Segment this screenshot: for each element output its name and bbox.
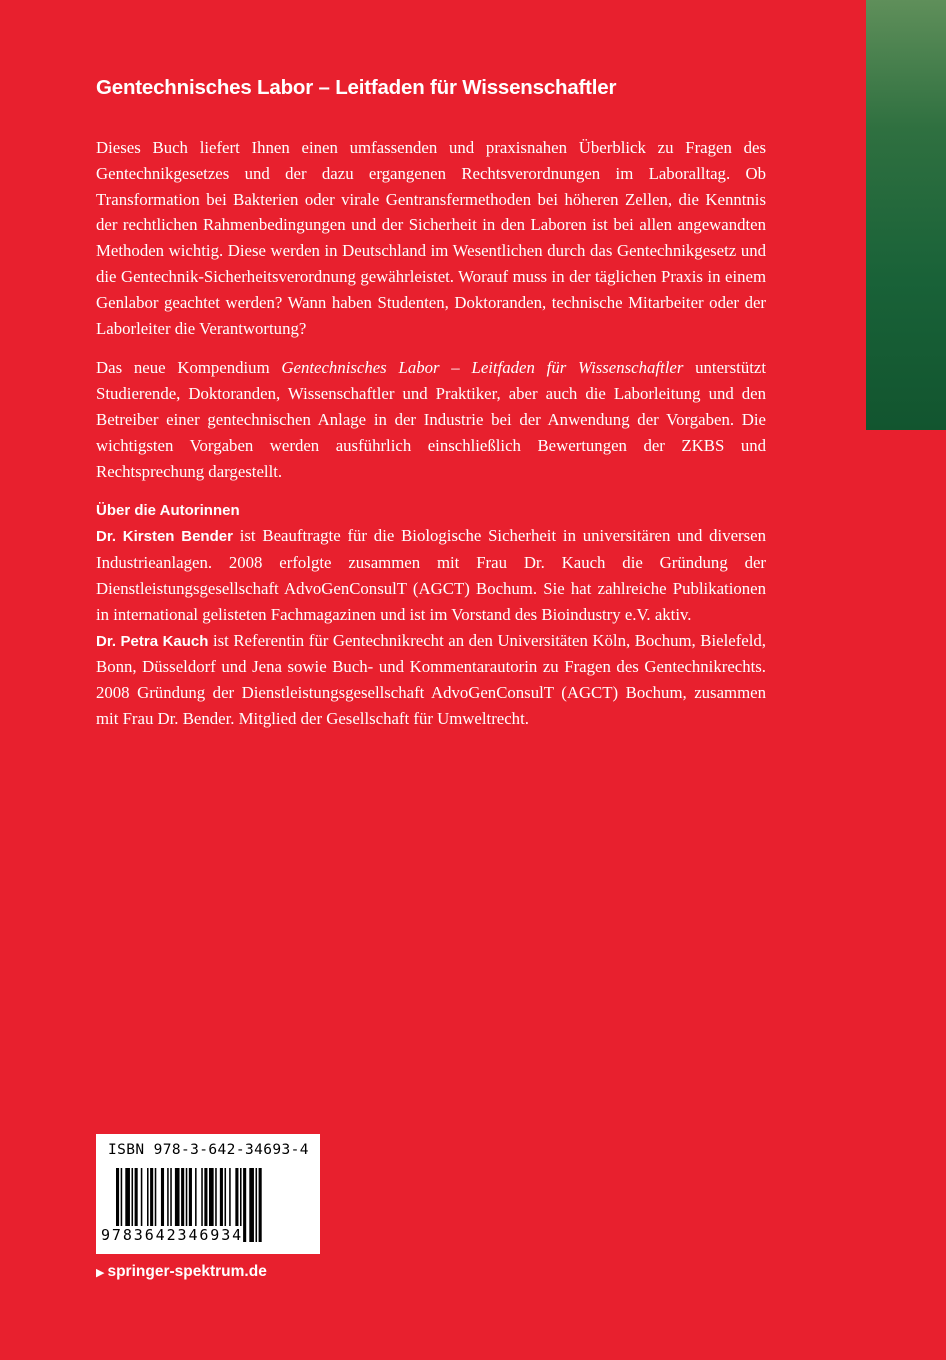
isbn-barcode xyxy=(96,1134,320,1254)
authors-heading: Über die Autorinnen xyxy=(96,502,240,520)
author-name: Dr. Kirsten Bender xyxy=(96,528,233,546)
author-bio-kauch xyxy=(96,628,766,732)
book-title: Gentechnisches Labor – Leitfaden für Wissenschaftler xyxy=(96,76,617,99)
intro-paragraph: Dieses Buch liefert Ihnen einen umfassenden und praxisnahen Überblick zu Fragen des Gentechnikgesetzes und der dazu ergangenen Rechtsverordnungen im Laboralltag. Ob Transformation bei Bakterien oder virale Gentransfermethoden bei höheren Zellen, die Kenntnis der rechtlichen Rahmenbedingungen und der Sicherheit in den Laboren ist bei allen angewandten Methoden wichtig. Diese werden in Deutschland im Wesentlichen durch das Gentechnikgesetz und die Gentechnik-Sicherheitsverordnung gewährleistet. Worauf muss in der täglichen Praxis in einem Genlabor geachtet werden? Wann haben Studenten, Doktoranden, technische Mitarbeiter oder der Laborleiter die Verantwortung? xyxy=(96,138,766,338)
compendium-paragraph xyxy=(96,355,766,484)
barcode-digits xyxy=(101,1226,315,1244)
compendium-rest: unterstützt Studierende, Doktoranden, Wissenschaftler und Praktiker, aber auch die Laborleitung und den Betreiber einer gentechnischen Anlage in der Industrie bei der Anwendung der Vorgaben. Die wichtigsten Vorgaben werden ausführlich einschließlich Bewertungen der ZKBS und Rechtsprechung dargestellt. xyxy=(96,358,766,481)
arrow-right-icon: ▶ xyxy=(96,1266,105,1279)
publisher-link[interactable] xyxy=(96,1263,267,1281)
green-accent-strip xyxy=(866,0,946,430)
author-bio-bender xyxy=(96,523,766,627)
compendium-prefix: Das neue Kompendium xyxy=(96,358,282,378)
author-name: Dr. Petra Kauch xyxy=(96,632,209,650)
publisher-url: springer-spektrum.de xyxy=(107,1263,267,1280)
compendium-book-title: Gentechnisches Labor – Leitfaden für Wissenschaftler xyxy=(281,358,684,378)
back-cover-text xyxy=(96,74,766,732)
author-bio-text: ist Referentin für Gentechnikrecht an den Universitäten Köln, Bochum, Bielefeld, Bonn, Düsseldorf und Jena sowie Buch- und Kommentarautorin zu Fragen des Gentechnikrechts. 2008 Gründung der Dienstleistungsgesellschaft AdvoGenConsulT (AGCT) Bochum, zusammen mit Frau Dr. Bender. Mitglied der Gesellschaft für Umweltrecht. xyxy=(96,630,767,728)
barcode-digit-string: 9783642346934 xyxy=(101,1226,244,1244)
author-bio-text: ist Beauftragte für die Biologische Sicherheit in universitären und diversen Industrieanlagen. 2008 erfolgte zusammen mit Frau Dr. Kauch die Gründung der Dienstleistungsgesellschaft AdvoGenConsulT (AGCT) Bochum. Sie hat zahlreiche Publikationen in international gelisteten Fachmagazinen und ist im Vorstand des Bioindustry e.V. aktiv. xyxy=(96,526,766,624)
isbn-label: ISBN 978-3-642-34693-4 xyxy=(108,1142,309,1158)
